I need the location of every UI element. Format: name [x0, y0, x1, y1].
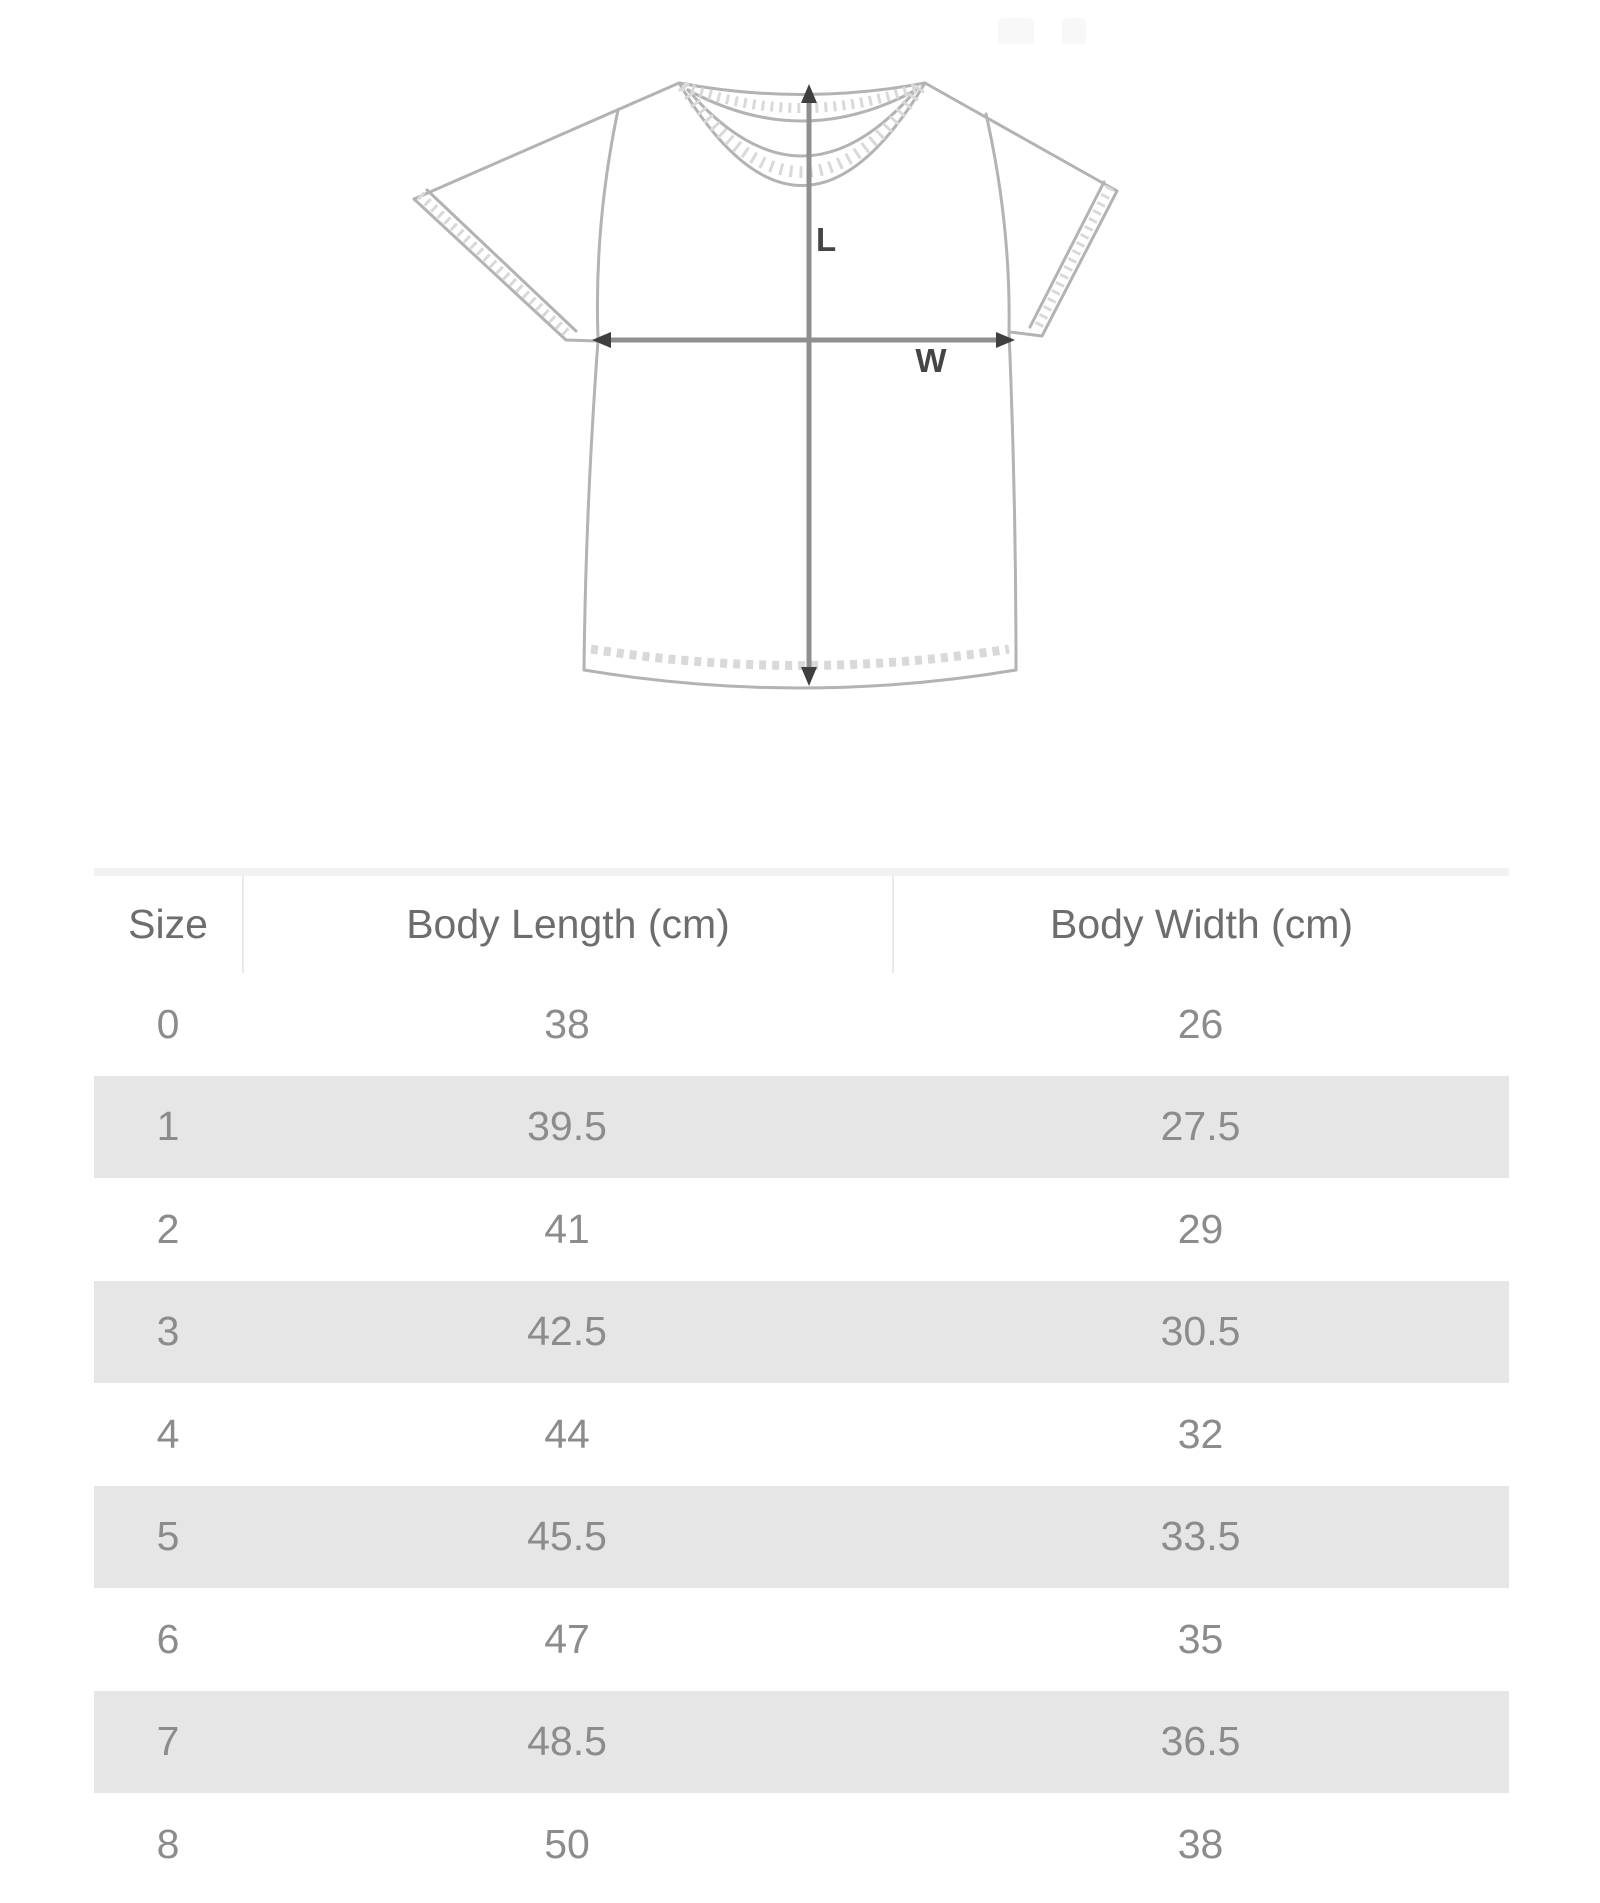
body-length-cell: 38: [544, 1000, 590, 1047]
body-length-cell: 39.5: [527, 1103, 607, 1150]
table-row: [94, 973, 1509, 1076]
left-sleeve-hem: [414, 199, 598, 341]
body-length-cell: 44: [544, 1410, 590, 1457]
measurement-arrows: [592, 84, 1015, 686]
left-sleeve-stitch: [420, 195, 570, 336]
table-row: [94, 1076, 1509, 1179]
body-length-cell: 48.5: [527, 1718, 607, 1765]
size-chart-table: [94, 868, 1509, 1896]
size-cell: 1: [156, 1103, 180, 1150]
body-width-cell: 30.5: [1160, 1308, 1241, 1355]
body-width-cell: 35: [1177, 1615, 1224, 1662]
left-sleeve-hem-inner: [427, 190, 576, 331]
header-size: Size: [128, 901, 208, 947]
size-cell: 3: [156, 1308, 180, 1355]
size-cell: 4: [156, 1410, 180, 1457]
right-armhole: [986, 114, 1009, 332]
table-row: [94, 1691, 1509, 1794]
size-cell: 2: [156, 1205, 180, 1252]
header-body-width: Body Width (cm): [892, 876, 1509, 973]
header-body-length: Body Length (cm): [242, 876, 892, 973]
table-body: [94, 973, 1509, 1896]
size-cell: 5: [156, 1513, 180, 1560]
stitch-texture: [420, 86, 1110, 666]
body-length-cell: 47: [544, 1615, 590, 1662]
size-cell: 8: [156, 1820, 180, 1867]
right-shoulder-seam: [925, 83, 1117, 191]
left-shoulder-seam: [414, 83, 679, 199]
width-arrow-head-right: [996, 332, 1015, 348]
length-measure-label: L: [816, 221, 837, 258]
body-length-cell: 50: [544, 1820, 590, 1867]
body-width-cell: 38: [1177, 1820, 1224, 1867]
table-row: [94, 1178, 1509, 1281]
size-cell: 7: [156, 1718, 180, 1765]
right-sleeve-hem-inner: [1030, 182, 1104, 327]
body-width-cell: 36.5: [1160, 1718, 1241, 1765]
body-length-cell: 42.5: [527, 1308, 607, 1355]
tshirt-measurement-diagram: [0, 0, 1600, 780]
tshirt-outline: [414, 83, 1117, 688]
body-width-cell: 33.5: [1160, 1513, 1241, 1560]
body-width-cell: 32: [1177, 1410, 1224, 1457]
size-cell: 0: [156, 1000, 180, 1047]
bottom-hem: [584, 670, 1016, 688]
body-width-cell: 27.5: [1160, 1103, 1241, 1150]
bottom-hem-stitch: [591, 649, 1009, 666]
body-length-cell: 41: [544, 1205, 590, 1252]
body-width-cell: 26: [1177, 1000, 1224, 1047]
left-armhole: [597, 110, 618, 338]
collar-front-inner: [688, 90, 916, 156]
table-row: [94, 1486, 1509, 1589]
body-width-cell: 29: [1177, 1205, 1224, 1252]
left-side-seam: [584, 341, 598, 670]
size-cell: 6: [156, 1615, 180, 1662]
table-row: [94, 1383, 1509, 1486]
body-length-cell: 45.5: [527, 1513, 607, 1560]
length-arrow-head-bottom: [801, 667, 817, 686]
right-sleeve-stitch: [1036, 187, 1110, 331]
table-row: [94, 1588, 1509, 1691]
table-row: [94, 1793, 1509, 1896]
table-top-border: [94, 868, 1509, 876]
width-measure-label: W: [915, 342, 947, 379]
width-arrow-head-left: [592, 332, 611, 348]
table-header-row: [94, 876, 1509, 973]
right-side-seam: [1009, 332, 1016, 670]
table-row: [94, 1281, 1509, 1384]
